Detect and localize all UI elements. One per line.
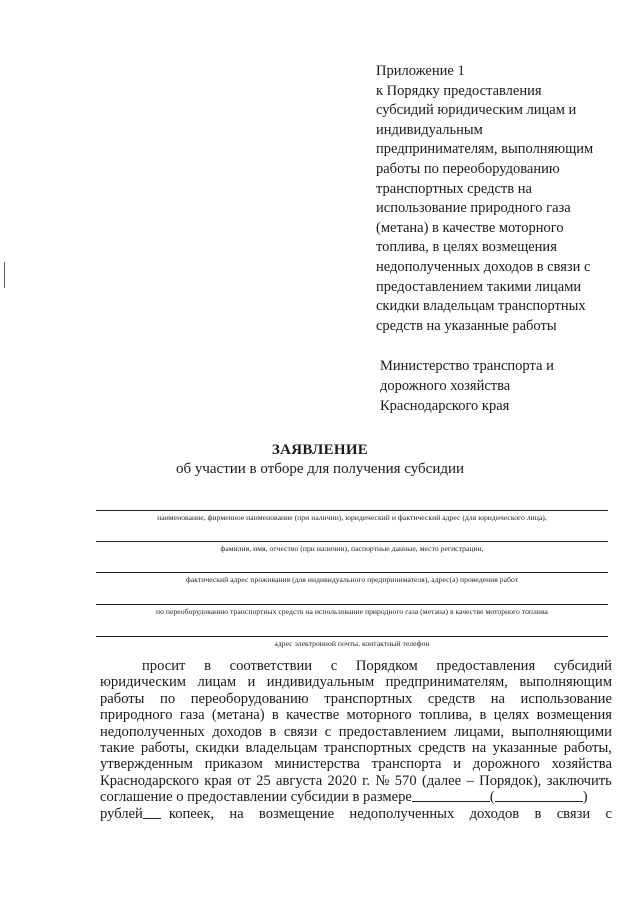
word: транспортных [324, 690, 413, 707]
fill-line [96, 510, 608, 511]
conversion-work-field[interactable] [96, 604, 608, 616]
appendix-line: использование природного газа [376, 200, 571, 217]
word: в [479, 707, 487, 724]
word: дорожного [472, 756, 540, 773]
word: соответствии [229, 658, 313, 674]
word: на [471, 740, 487, 757]
appendix-line: индивидуальным [376, 121, 483, 138]
kopecks-blank[interactable] [143, 806, 161, 819]
word: с [605, 805, 612, 822]
word: доходов [469, 805, 520, 822]
field-caption: адрес электронной почты, контактный телефон [274, 639, 430, 648]
word: в [269, 723, 277, 740]
word: заключить [546, 772, 612, 789]
word: владельцам [245, 740, 318, 757]
appendix-line: предпринимателям, выполняющим [376, 141, 594, 158]
word: целях [493, 707, 530, 724]
paren-close: ) [582, 789, 588, 806]
word: и [247, 674, 256, 691]
appendix-line: (метана) в качестве моторного [376, 219, 564, 236]
body-line-kopecks [100, 806, 612, 822]
word: Порядком [355, 658, 418, 674]
contact-field[interactable] [96, 636, 608, 648]
word: средств [427, 690, 476, 707]
fill-line [96, 636, 608, 637]
addressee-line: Министерство транспорта и [380, 358, 554, 374]
word: качестве [286, 707, 340, 724]
body-line-amount [100, 789, 612, 805]
word: выполняющим [519, 674, 612, 691]
word: хозяйства [551, 756, 612, 773]
paren-open: ( [489, 789, 495, 806]
body-line [100, 691, 612, 707]
word: утвержденным [100, 756, 193, 773]
word: приказом [204, 756, 263, 773]
word: скидки [195, 740, 240, 757]
word: 2020 [327, 772, 357, 789]
body-line [100, 707, 612, 723]
word: работы, [563, 740, 612, 757]
amount-lead-text: соглашение о предоставлении субсидии в размере [100, 789, 412, 806]
word: транспортных [323, 740, 412, 757]
word: связи [556, 805, 591, 822]
word: на [229, 805, 244, 822]
body-line [100, 724, 612, 740]
word: недополученных [100, 723, 205, 740]
appendix-line: субсидий юридическим лицам и [376, 102, 577, 119]
word: возмещения [536, 707, 612, 724]
word: (метана) [211, 707, 265, 724]
word: лицам [197, 674, 237, 691]
addressee-line: Краснодарского края [380, 398, 510, 414]
appendix-line: недополученных доходов в связи с [376, 258, 591, 275]
amount-number-blank[interactable] [412, 789, 490, 802]
word: недополученных [349, 805, 455, 822]
word: по [160, 690, 176, 707]
word: предоставления [436, 658, 536, 674]
document-subtitle: об участии в отборе для получения субсидии [175, 461, 465, 477]
appendix-line: скидки владельцам транспортных [376, 298, 586, 315]
word: лицами, [454, 723, 505, 740]
fill-line [96, 604, 608, 605]
word: работы [100, 690, 145, 707]
appendix-line: предоставлением такими лицами [376, 278, 582, 295]
appendix-line: транспортных средств на [376, 180, 532, 197]
body-line [100, 773, 612, 789]
word: Краснодарского [100, 772, 199, 789]
word: в [271, 707, 279, 724]
body-line [100, 674, 612, 690]
word: связи [283, 723, 318, 740]
word: от [237, 772, 251, 789]
body-line [100, 756, 612, 772]
word: доходов [212, 723, 262, 740]
line10-words [169, 806, 612, 822]
appendix-line: работы по переоборудованию [376, 160, 560, 177]
word: в [204, 658, 211, 674]
word: средств [418, 740, 466, 757]
field-caption: фамилия, имя, отчество (при наличии), паспортные данные, место регистрации, [220, 544, 484, 553]
word: на [490, 690, 505, 707]
field-caption: наименование, фирменное наименование (при наличии), юридический и фактический адрес (для юридического лица), [157, 513, 547, 522]
word: указанные [492, 740, 558, 757]
addressee-block [380, 356, 620, 416]
amount-words-blank[interactable] [495, 789, 583, 802]
word: юридическим [100, 674, 187, 691]
word: № [375, 772, 390, 789]
word: выполняющими [511, 723, 612, 740]
appendix-line: средств на указанные работы [376, 317, 557, 334]
appendix-line: топлива, в целях возмещения [376, 239, 557, 256]
word: с [330, 658, 338, 674]
fill-line [96, 541, 608, 542]
word: природного [100, 707, 173, 724]
word: Порядок), [479, 772, 542, 789]
word: транспорта [371, 756, 442, 773]
word: с [324, 723, 332, 740]
word: г. [362, 772, 371, 789]
word: просит [142, 658, 186, 674]
word: 25 [256, 772, 271, 789]
word: моторного [346, 707, 412, 724]
appendix-header [376, 62, 616, 336]
word: переоборудованию [190, 690, 309, 707]
word: предоставлением [338, 723, 447, 740]
word: – [466, 772, 474, 789]
applicant-personal-data-field[interactable] [96, 541, 608, 553]
word: работы, [140, 740, 189, 757]
word: копеек, [168, 805, 214, 822]
word: возмещение [258, 805, 335, 822]
word: края [204, 772, 232, 789]
body-line [100, 658, 612, 674]
body-line [100, 740, 612, 756]
word: августа [276, 772, 323, 789]
word: топлива, [418, 707, 473, 724]
word: в [534, 805, 542, 822]
request-text [100, 658, 612, 822]
field-caption: по переоборудованию транспортных средств на использование природного газа (метана) в качестве моторного топлива [156, 607, 548, 616]
word: индивидуальным [266, 674, 375, 691]
field-caption: фактический адрес проживания (для индивидуального предпринимателя), адрес(а) проведения работ [185, 575, 519, 584]
rubles-word: рублей [100, 805, 143, 822]
word: 570 [394, 772, 417, 789]
work-address-field[interactable] [96, 572, 608, 584]
word: и [453, 756, 462, 773]
word: газа [179, 707, 205, 724]
applicant-name-field[interactable] [96, 510, 608, 522]
word: такие [100, 740, 135, 757]
fill-line [96, 572, 608, 573]
word: министерства [274, 756, 360, 773]
margin-mark [4, 262, 5, 288]
document-title: ЗАЯВЛЕНИЕ [271, 442, 369, 458]
addressee-line: дорожного хозяйства [380, 378, 511, 394]
appendix-line: к Порядку предоставления [376, 82, 542, 99]
word: субсидий [553, 658, 612, 674]
word: (далее [422, 772, 462, 789]
word: использование [520, 690, 612, 707]
appendix-line: Приложение 1 [376, 63, 465, 79]
word: предпринимателям, [385, 674, 508, 691]
